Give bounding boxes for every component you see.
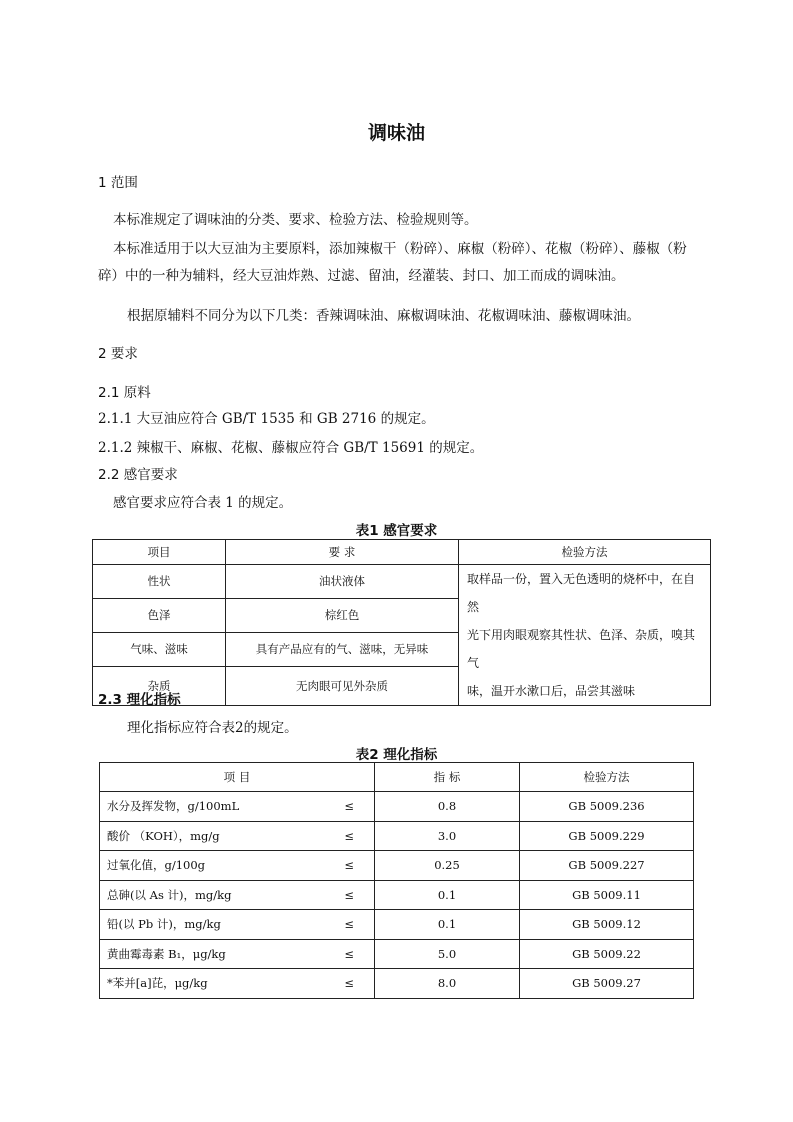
table-1-cell-requirement: 棕红色 bbox=[226, 598, 459, 632]
table-2-cell-method: GB 5009.12 bbox=[520, 910, 694, 940]
table-2-cell-item: 铅(以 Pb 计)，mg/kg bbox=[100, 910, 315, 940]
table-2-cell-value: 0.25 bbox=[375, 851, 520, 881]
table-1-header-requirement: 要 求 bbox=[226, 540, 459, 565]
table-1-cell-item: 性状 bbox=[93, 565, 226, 599]
table-2-cell-item: 黄曲霉毒素 B₁，μg/kg bbox=[100, 939, 315, 969]
table-1-header-method: 检验方法 bbox=[459, 540, 711, 565]
table-1-cell-item: 杂质 bbox=[93, 666, 226, 705]
table-2-header-item: 项 目 bbox=[100, 763, 375, 792]
section-1-paragraph-2-line-1: 本标准适用于以大豆油为主要原料，添加辣椒干（粉碎）、麻椒（粉碎）、花椒（粉碎）、藤椒（粉 bbox=[113, 241, 687, 257]
table-2-cell-symbol: ≤ bbox=[315, 939, 375, 969]
section-1-paragraph-2-line-2: 碎）中的一种为辅料，经大豆油炸熟、过滤、留油，经灌装、封口、加工而成的调味油。 bbox=[98, 268, 625, 284]
table-2-cell-method: GB 5009.11 bbox=[520, 880, 694, 910]
table-2-cell-method: GB 5009.22 bbox=[520, 939, 694, 969]
table-2-cell-symbol: ≤ bbox=[315, 910, 375, 940]
table-1-method-line: 味，温开水漱口后，品尝其滋味 bbox=[467, 684, 636, 698]
table-1-caption: 表1 感官要求 bbox=[355, 523, 438, 539]
table-2-cell-symbol: ≤ bbox=[315, 880, 375, 910]
section-2-1-heading: 2.1 原料 bbox=[98, 385, 151, 401]
table-2-cell-item: 总砷(以 As 计)，mg/kg bbox=[100, 880, 315, 910]
section-1-heading: 1 范围 bbox=[98, 175, 138, 191]
table-1-cell-item: 气味、滋味 bbox=[93, 632, 226, 666]
table-2-cell-symbol: ≤ bbox=[315, 821, 375, 851]
section-1-paragraph-3: 根据原辅料不同分为以下几类：香辣调味油、麻椒调味油、花椒调味油、藤椒调味油。 bbox=[127, 308, 640, 324]
table-2-header-method: 检验方法 bbox=[520, 763, 694, 792]
table-1-cell-requirement: 油状液体 bbox=[226, 565, 459, 599]
section-2-1-2: 2.1.2 辣椒干、麻椒、花椒、藤椒应符合 GB/T 15691 的规定。 bbox=[98, 440, 484, 456]
physicochemical-indicators-table bbox=[99, 762, 694, 999]
section-1-paragraph-1: 本标准规定了调味油的分类、要求、检验方法、检验规则等。 bbox=[113, 212, 478, 228]
table-2-caption: 表2 理化指标 bbox=[355, 747, 438, 763]
table-2-header-indicator: 指 标 bbox=[375, 763, 520, 792]
sensory-requirements-table bbox=[92, 539, 711, 706]
table-1-cell-method bbox=[459, 565, 711, 706]
table-1-cell-requirement: 具有产品应有的气、滋味，无异味 bbox=[226, 632, 459, 666]
table-2-cell-symbol: ≤ bbox=[315, 851, 375, 881]
table-2-cell-value: 0.1 bbox=[375, 880, 520, 910]
table-2-cell-method: GB 5009.229 bbox=[520, 821, 694, 851]
table-2-cell-method: GB 5009.227 bbox=[520, 851, 694, 881]
table-2-cell-item: *苯并[a]芘，μg/kg bbox=[100, 969, 315, 999]
page-title: 调味油 bbox=[367, 122, 425, 144]
section-2-heading: 2 要求 bbox=[98, 346, 138, 362]
table-1-method-line: 取样品一份，置入无色透明的烧杯中，在自然 bbox=[467, 572, 696, 614]
table-2-cell-item: 酸价 （KOH），mg/g bbox=[100, 821, 315, 851]
section-2-2-paragraph: 感官要求应符合表 1 的规定。 bbox=[113, 495, 293, 511]
table-2-cell-value: 8.0 bbox=[375, 969, 520, 999]
section-2-1-1: 2.1.1 大豆油应符合 GB/T 1535 和 GB 2716 的规定。 bbox=[98, 411, 435, 427]
table-2-cell-value: 3.0 bbox=[375, 821, 520, 851]
table-2-cell-value: 5.0 bbox=[375, 939, 520, 969]
table-2-cell-item: 过氧化值，g/100g bbox=[100, 851, 315, 881]
table-1-header-item: 项目 bbox=[93, 540, 226, 565]
table-2-cell-symbol: ≤ bbox=[315, 969, 375, 999]
table-1-cell-item: 色泽 bbox=[93, 598, 226, 632]
section-2-3-paragraph: 理化指标应符合表2的规定。 bbox=[127, 720, 298, 736]
table-1-cell-requirement: 无肉眼可见外杂质 bbox=[226, 666, 459, 705]
table-2-cell-method: GB 5009.27 bbox=[520, 969, 694, 999]
table-2-cell-method: GB 5009.236 bbox=[520, 792, 694, 822]
table-2-cell-item: 水分及挥发物，g/100mL bbox=[100, 792, 315, 822]
table-2-cell-symbol: ≤ bbox=[315, 792, 375, 822]
section-2-3-heading: 2.3 理化指标 bbox=[98, 692, 181, 708]
section-2-2-heading: 2.2 感官要求 bbox=[98, 467, 178, 483]
table-2-cell-value: 0.1 bbox=[375, 910, 520, 940]
table-2-cell-value: 0.8 bbox=[375, 792, 520, 822]
table-1-method-line: 光下用肉眼观察其性状、色泽、杂质，嗅其气 bbox=[467, 628, 696, 670]
